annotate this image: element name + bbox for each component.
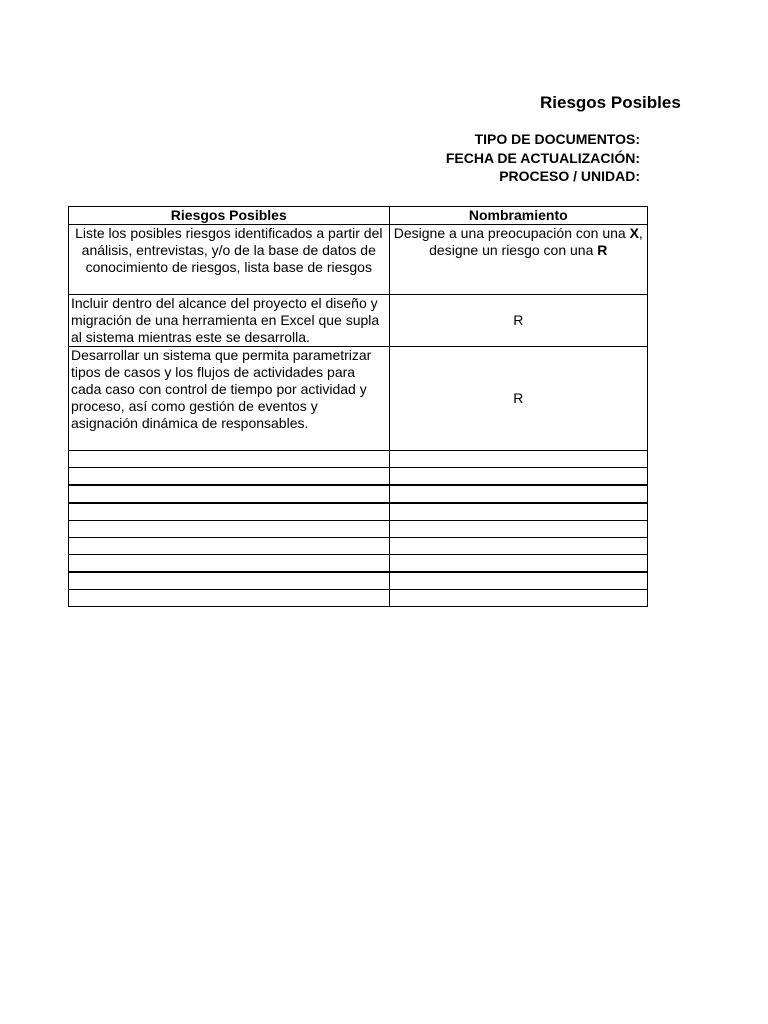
empty-designation-cell[interactable]	[389, 503, 647, 521]
empty-risk-cell[interactable]	[69, 468, 390, 486]
designation-cell[interactable]: R	[389, 347, 647, 451]
concern-mark: X	[629, 225, 639, 241]
empty-designation-cell[interactable]	[389, 468, 647, 486]
table-row	[69, 295, 648, 347]
empty-designation-cell[interactable]	[389, 590, 647, 607]
table-row	[69, 347, 648, 451]
empty-row	[69, 590, 648, 607]
update-date-label: FECHA DE ACTUALIZACIÓN:	[445, 150, 640, 166]
instruction-designation-cell[interactable]	[389, 225, 647, 295]
empty-row	[69, 572, 648, 590]
risk-cell[interactable]: Incluir dentro del alcance del proyecto el diseño y migración de una herramienta en Excel que supla al sistema mientras este se desarrolla.	[69, 295, 390, 347]
instruction-risk-cell[interactable]: Liste los posibles riesgos identificados a partir del análisis, entrevistas, y/o de la base de datos de conocimiento de riesgos, lista base de riesgos	[69, 225, 390, 295]
table-header-row	[69, 207, 648, 225]
risk-mark: R	[597, 242, 608, 258]
process-unit-label: PROCESO / UNIDAD:	[499, 168, 640, 184]
instruction-prefix: Designe a una preocupación con una	[393, 225, 630, 241]
empty-risk-cell[interactable]	[69, 538, 390, 555]
header-risks: Riesgos Posibles	[69, 207, 390, 225]
instruction-row	[69, 225, 648, 295]
empty-row	[69, 503, 648, 521]
empty-risk-cell[interactable]	[69, 521, 390, 538]
empty-row	[69, 485, 648, 503]
empty-risk-cell[interactable]	[69, 485, 390, 503]
risk-cell[interactable]: Desarrollar un sistema que permita parametrizar tipos de casos y los flujos de actividades para cada caso con control de tiempo por actividad y proceso, así como gestión de eventos y asignación dinámica de responsables.	[69, 347, 390, 451]
empty-row	[69, 451, 648, 468]
empty-row	[69, 555, 648, 573]
document-type-label: TIPO DE DOCUMENTOS:	[474, 131, 640, 147]
empty-row	[69, 538, 648, 555]
header-designation: Nombramiento	[389, 207, 647, 225]
empty-risk-cell[interactable]	[69, 503, 390, 521]
empty-designation-cell[interactable]	[389, 555, 647, 573]
empty-risk-cell[interactable]	[69, 572, 390, 590]
empty-designation-cell[interactable]	[389, 521, 647, 538]
empty-designation-cell[interactable]	[389, 538, 647, 555]
empty-row	[69, 521, 648, 538]
empty-designation-cell[interactable]	[389, 485, 647, 503]
empty-risk-cell[interactable]	[69, 555, 390, 573]
empty-row	[69, 468, 648, 486]
designation-cell[interactable]: R	[389, 295, 647, 347]
empty-designation-cell[interactable]	[389, 451, 647, 468]
page-title: Riesgos Posibles	[540, 93, 681, 112]
risk-table	[68, 206, 648, 607]
instruction-middle: , designe un riesgo con una	[429, 225, 643, 258]
empty-risk-cell[interactable]	[69, 451, 390, 468]
empty-risk-cell[interactable]	[69, 590, 390, 607]
empty-designation-cell[interactable]	[389, 572, 647, 590]
